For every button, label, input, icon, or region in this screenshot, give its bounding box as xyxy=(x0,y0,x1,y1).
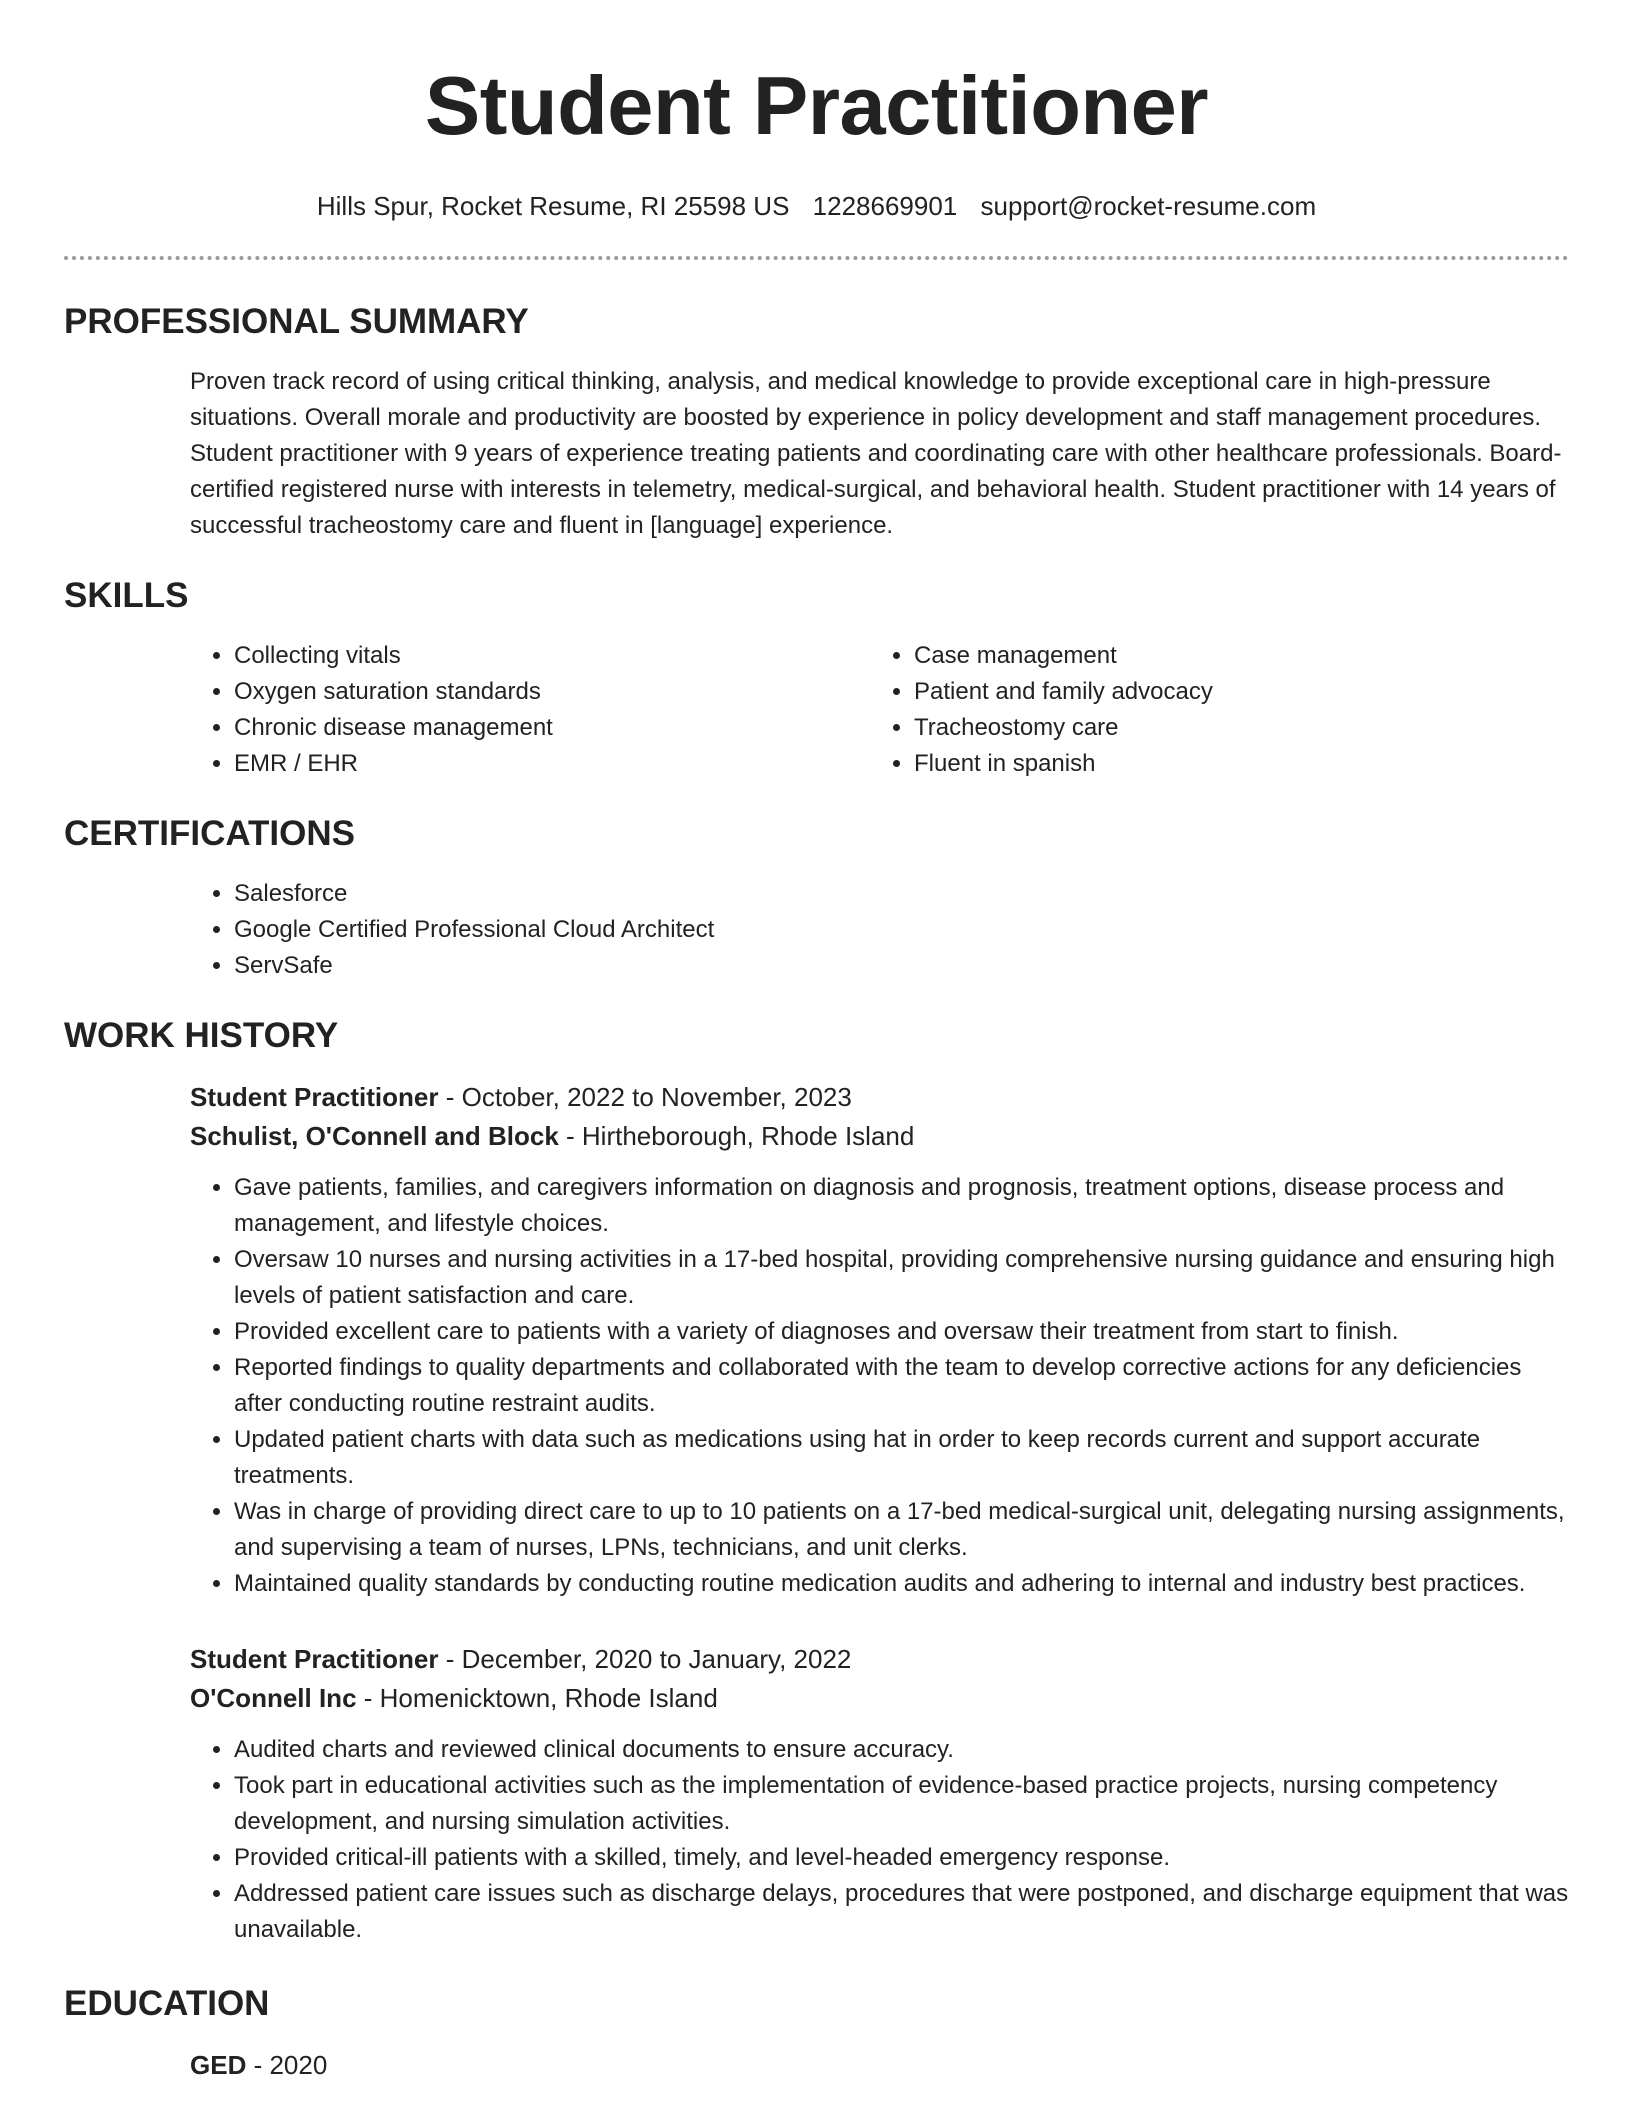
candidate-name: Student Practitioner xyxy=(424,59,1209,152)
job-bullet: • Provided excellent care to patients with a variety of diagnoses and oversaw their treatment from start to finish. xyxy=(234,1314,1569,1350)
job-bullets xyxy=(190,1170,1569,1602)
certification-item: • Salesforce xyxy=(234,876,1569,912)
job-bullet: • Provided critical-ill patients with a skilled, timely, and level-headed emergency response. xyxy=(234,1840,1569,1876)
education-heading: EDUCATION xyxy=(64,1984,270,2023)
job-bullet: • Updated patient charts with data such as medications using hat in order to keep records current and support accurate treatments. xyxy=(234,1422,1569,1494)
job-company: Schulist, O'Connell and Block xyxy=(190,1121,559,1151)
job-bullet: • Was in charge of providing direct care to up to 10 patients on a 17-bed medical-surgical unit, delegating nursing assignments, and supervising a team of nurses, LPNs, technicians, and unit clerks. xyxy=(234,1494,1569,1566)
job-company-line xyxy=(190,1117,1569,1156)
summary-heading: PROFESSIONAL SUMMARY xyxy=(64,302,529,341)
contact-line xyxy=(64,190,1569,222)
job-title-line xyxy=(190,1078,1569,1117)
education-entry xyxy=(190,2046,1569,2085)
skill-item: • Case management xyxy=(914,638,1550,674)
job-bullet: • Reported findings to quality departments and collaborated with the team to develop corrective actions for any deficiencies after conducting routine restraint audits. xyxy=(234,1350,1569,1422)
certifications-heading: CERTIFICATIONS xyxy=(64,814,356,853)
job-bullet: • Audited charts and reviewed clinical documents to ensure accuracy. xyxy=(234,1732,1569,1768)
job-location: - Homenicktown, Rhode Island xyxy=(356,1683,718,1713)
job-bullet: • Oversaw 10 nurses and nursing activities in a 17-bed hospital, providing comprehensive nursing guidance and ensuring high levels of patient satisfaction and care. xyxy=(234,1242,1569,1314)
skills-heading: SKILLS xyxy=(64,576,189,615)
skills-list-left xyxy=(190,638,870,782)
job-bullet: • Addressed patient care issues such as discharge delays, procedures that were postponed, and discharge equipment that was unavailable. xyxy=(234,1876,1569,1948)
job-bullet: • Took part in educational activities such as the implementation of evidence-based practice projects, nursing competency development, and nursing simulation activities. xyxy=(234,1768,1569,1840)
job-role: Student Practitioner xyxy=(190,1082,439,1112)
job-dates: - October, 2022 to November, 2023 xyxy=(438,1082,852,1112)
contact-phone: 1228669901 xyxy=(812,191,958,221)
contact-address: Hills Spur, Rocket Resume, RI 25598 US xyxy=(316,191,790,221)
job-location: - Hirtheborough, Rhode Island xyxy=(558,1121,915,1151)
skills-grid xyxy=(190,638,1569,782)
summary-text: Proven track record of using critical thinking, analysis, and medical knowledge to provide exceptional care in high-pressure situations. Overall morale and productivity are boosted by experience in policy development and staff management procedures. Student practitioner with 9 years of experience treating patients and coordinating care with other healthcare professionals. Board-certified registered nurse with interests in telemetry, medical-surgical, and behavioral health. Student practitioner with 14 years of successful tracheostomy care and fluent in [language] experience. xyxy=(190,368,1562,539)
job-entry xyxy=(190,1640,1569,1948)
skills-list-right xyxy=(870,638,1550,782)
job-bullet: • Maintained quality standards by conducting routine medication audits and adhering to internal and industry best practices. xyxy=(234,1566,1569,1602)
work-history-heading: WORK HISTORY xyxy=(64,1016,339,1055)
skill-item: • Tracheostomy care xyxy=(914,710,1550,746)
skill-item: • Collecting vitals xyxy=(234,638,870,674)
job-dates: - December, 2020 to January, 2022 xyxy=(438,1644,852,1674)
job-bullets xyxy=(190,1732,1569,1948)
header-divider xyxy=(64,256,1569,260)
job-bullet: • Gave patients, families, and caregivers information on diagnosis and prognosis, treatment options, disease process and management, and lifestyle choices. xyxy=(234,1170,1569,1242)
job-company-line xyxy=(190,1679,1569,1718)
certifications-section xyxy=(190,876,1569,984)
skill-item: • EMR / EHR xyxy=(234,746,870,782)
resume-page xyxy=(64,0,1569,2085)
certification-item: • ServSafe xyxy=(234,948,1569,984)
contact-email: support@rocket-resume.com xyxy=(980,191,1317,221)
education-year: - 2020 xyxy=(246,2050,328,2080)
skill-item: • Fluent in spanish xyxy=(914,746,1550,782)
education-degree: GED xyxy=(190,2050,247,2080)
job-role: Student Practitioner xyxy=(190,1644,439,1674)
skill-item: • Patient and family advocacy xyxy=(914,674,1550,710)
certifications-list xyxy=(190,876,1569,984)
skill-item: • Chronic disease management xyxy=(234,710,870,746)
job-title-line xyxy=(190,1640,1569,1679)
job-company: O'Connell Inc xyxy=(190,1683,357,1713)
job-entry xyxy=(190,1078,1569,1602)
skill-item: • Oxygen saturation standards xyxy=(234,674,870,710)
certification-item: • Google Certified Professional Cloud Architect xyxy=(234,912,1569,948)
